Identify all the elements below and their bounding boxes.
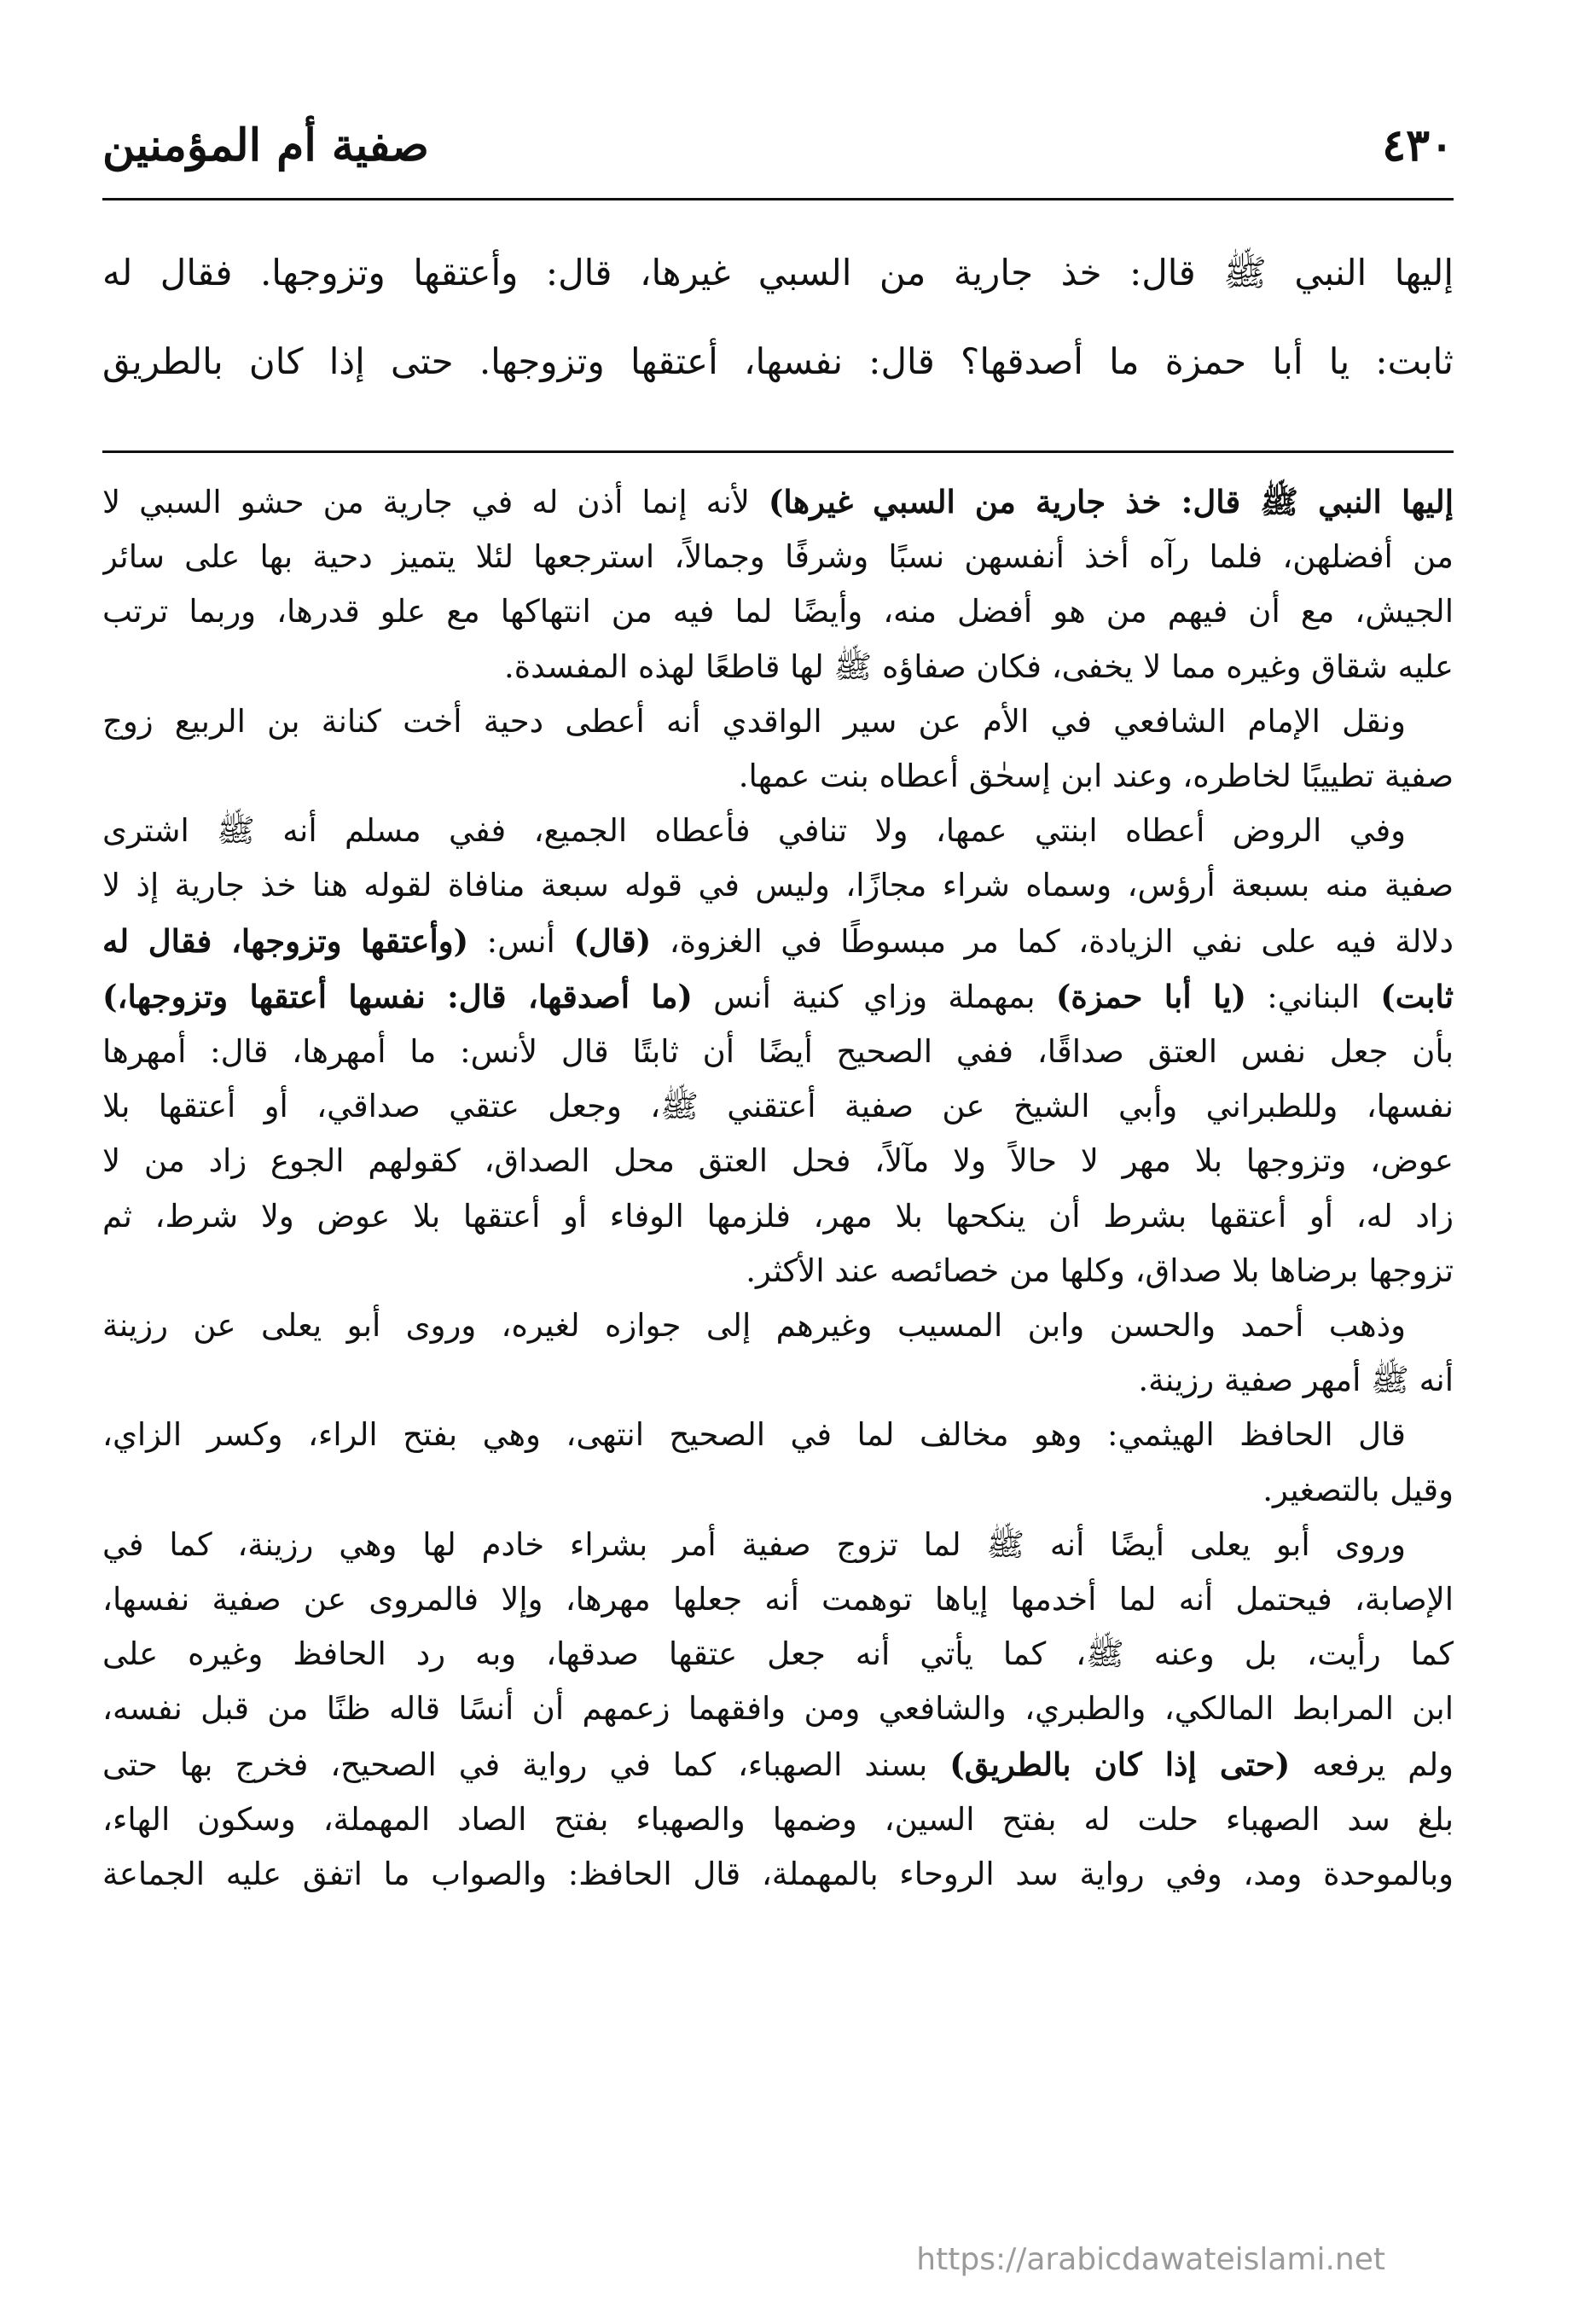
commentary-line: ابن المرابط المالكي، والطبري، والشافعي ومن وافقهما زعمهم أن أنسًا قاله ظنًا من قبل نفسه، — [102, 1690, 1454, 1728]
commentary-line: إليها النبي ﷺ قال: خذ جارية من السبي غيرها) لأنه إنما أذن له في جارية من حشو السبي لا — [102, 483, 1454, 520]
main-text-line: ثابت: يا أبا حمزة ما أصدقها؟ قال: نفسها، أعتقها وتزوجها. حتى إذا كان بالطريق — [102, 340, 1454, 382]
quoted-text: (قال) — [573, 921, 652, 960]
commentary-line: عوض، وتزوجها بلا مهر لا حالاً ولا مآلاً، فحل العتق محل الصداق، كقولهم الجوع زاد من لا — [102, 1142, 1454, 1180]
commentary-line: ثابت) البناني: (يا أبا حمزة) بمهملة وزاي كنية أنس (ما أصدقها، قال: نفسها أعتقها وتزوجها،) — [102, 977, 1454, 1015]
commentary-line: بأن جعل نفس العتق صداقًا، ففي الصحيح أيضًا أن ثابتًا قال لأنس: ما أمهرها، قال: أمهرها — [102, 1033, 1454, 1071]
running-title: صفية أم المؤمنين — [102, 119, 429, 171]
main-text — [102, 229, 1454, 406]
commentary-line: دلالة فيه على نفي الزيادة، كما مر مبسوطًا في الغزوة، (قال) أنس: (وأعتقها وتزوجها، فقال له — [102, 921, 1454, 960]
commentary-line: ونقل الإمام الشافعي في الأم عن سير الواقدي أنه أعطى دحية أخت كنانة بن الربيع زوج — [102, 702, 1406, 740]
quoted-text: (يا أبا حمزة) — [1055, 977, 1247, 1015]
commentary-line: زاد له، أو أعتقها بشرط أن ينكحها بلا مهر، فلزمها الوفاء أو أعتقها بلا عوض ولا شرط، ثم — [102, 1197, 1454, 1235]
quoted-text: (حتى إذا كان بالطريق) — [949, 1745, 1291, 1783]
quoted-text: (وأعتقها وتزوجها، فقال له — [102, 921, 469, 960]
commentary-line: بلغ سد الصهباء حلت له بفتح السين، وضمها والصهباء بفتح الصاد المهملة، وسكون الهاء، — [102, 1800, 1454, 1838]
commentary-line: وقيل بالتصغير. — [1262, 1471, 1454, 1508]
commentary-line: كما رأيت، بل وعنه ﷺ، كما يأتي أنه جعل عتقها صدقها، وبه رد الحافظ وغيره على — [102, 1636, 1454, 1673]
quoted-text: (ما أصدقها، قال: نفسها أعتقها وتزوجها،) — [102, 977, 693, 1015]
commentary-line: وذهب أحمد والحسن وابن المسيب وغيرهم إلى جوازه لغيره، وروى أبو يعلى عن رزينة — [102, 1307, 1406, 1345]
commentary-line: أنه ﷺ أمهر صفية رزينة. — [1138, 1362, 1454, 1399]
commentary-line: صفية تطييبًا لخاطره، وعند ابن إسحٰق أعطاه بنت عمها. — [738, 758, 1454, 795]
header-rule — [102, 198, 1454, 200]
commentary-line: عليه شقاق وغيره مما لا يخفى، فكان صفاؤه ﷺ لها قاطعًا لهذه المفسدة. — [503, 648, 1454, 685]
commentary-rule — [102, 450, 1454, 453]
commentary-text — [102, 474, 1454, 1902]
quoted-text: ثابت) — [1380, 977, 1454, 1015]
page-header — [102, 102, 1454, 188]
commentary-line: من أفضلهن، فلما رآه أخذ أنفسهن نسبًا وشرفًا وجمالاً، استرجعها لئلا يتميز دحية بها على سائر — [102, 538, 1454, 576]
watermark-url: https://arabicdawateislami.net — [916, 2242, 1385, 2277]
commentary-line: صفية منه بسبعة أرؤس، وسماه شراء مجازًا، وليس في قوله سبعة منافاة لقوله هنا خذ جارية إذ لا — [102, 867, 1454, 904]
quoted-text: إليها النبي ﷺ قال: خذ جارية من السبي غيرها) — [768, 483, 1454, 520]
commentary-line: قال الحافظ الهيثمي: وهو مخالف لما في الصحيح انتهى، وهي بفتح الراء، وكسر الزاي، — [102, 1416, 1406, 1454]
commentary-line: وروى أبو يعلى أيضًا أنه ﷺ لما تزوج صفية أمر بشراء خادم لها وهي رزينة، كما في — [102, 1525, 1406, 1563]
commentary-line: وبالموحدة ومد، وفي رواية سد الروحاء بالمهملة، قال الحافظ: والصواب ما اتفق عليه الجماعة — [102, 1856, 1454, 1893]
commentary-line: الجيش، مع أن فيهم من هو أفضل منه، وأيضًا لما فيه من انتهاكها مع علو قدرها، وربما ترتب — [102, 593, 1454, 630]
commentary-line: الإصابة، فيحتمل أنه لما أخدمها إياها توهمت أنه جعلها مهرها، وإلا فالمروى عن صفية نفسها، — [102, 1581, 1454, 1618]
commentary-line: تزوجها برضاها بلا صداق، وكلها من خصائصه عند الأكثر. — [746, 1252, 1454, 1289]
commentary-line: نفسها، وللطبراني وأبي الشيخ عن صفية أعتقني ﷺ، وجعل عتقي صداقي، أو أعتقها بلا — [102, 1088, 1454, 1125]
commentary-line: ولم يرفعه (حتى إذا كان بالطريق) بسند الصهباء، كما في رواية في الصحيح، فخرج بها حتى — [102, 1745, 1454, 1783]
main-text-line: إليها النبي ﷺ قال: خذ جارية من السبي غيرها، قال: وأعتقها وتزوجها. فقال له — [102, 252, 1454, 293]
page-number: ٤٣٠ — [1382, 119, 1454, 171]
commentary-line: وفي الروض أعطاه ابنتي عمها، ولا تنافي فأعطاه الجميع، ففي مسلم أنه ﷺ اشترى — [102, 812, 1406, 850]
